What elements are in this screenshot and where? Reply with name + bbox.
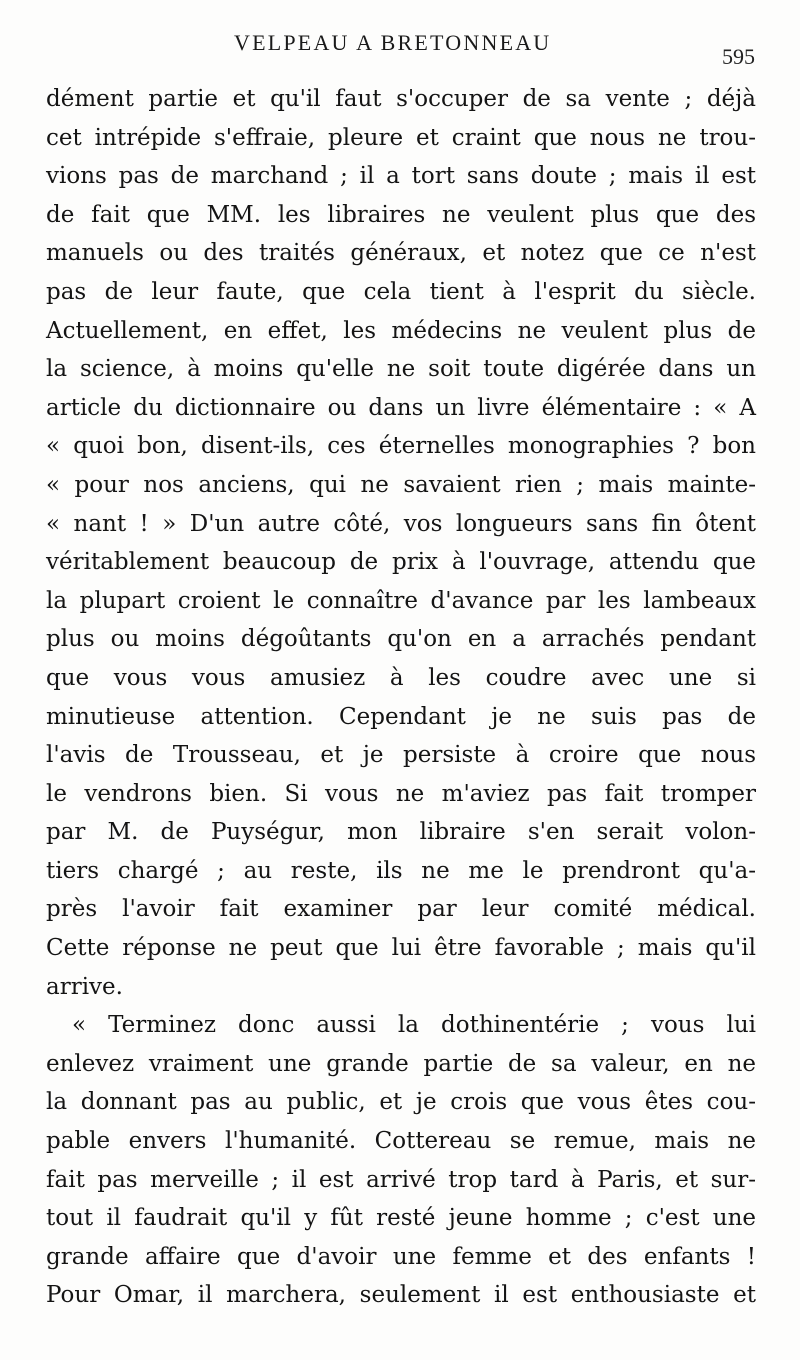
- body-text: [46, 80, 756, 1315]
- text-line: que vous vous amusiez à les coudre avec une si: [46, 664, 756, 691]
- text-line-paragraph-start: « Terminez donc aussi la dothinentérie ; vous lui: [72, 1012, 756, 1039]
- running-title: VELPEAU A BRETONNEAU: [234, 30, 552, 55]
- text-line: « nant ! » D'un autre côté, vos longueurs sans fin ôtent: [46, 510, 756, 537]
- text-line: tout il faudrait qu'il y fût resté jeune homme ; c'est une: [46, 1205, 756, 1232]
- text-line: de fait que MM. les libraires ne veulent plus que des: [46, 201, 756, 228]
- text-line: par M. de Puységur, mon libraire s'en serait volon-: [46, 819, 756, 846]
- text-line: le vendrons bien. Si vous ne m'aviez pas fait tromper: [46, 780, 756, 807]
- text-line: véritablement beaucoup de prix à l'ouvrage, attendu que: [46, 549, 756, 576]
- text-line: tiers chargé ; au reste, ils ne me le prendront qu'a-: [46, 857, 756, 884]
- text-line-paragraph-end: arrive.: [46, 973, 123, 1000]
- text-line: cet intrépide s'effraie, pleure et craint que nous ne trou-: [46, 124, 756, 151]
- text-line: la donnant pas au public, et je crois que vous êtes cou-: [46, 1089, 756, 1116]
- running-head: [0, 30, 800, 69]
- text-line: dément partie et qu'il faut s'occuper de sa vente ; déjà: [46, 86, 756, 112]
- text-line: pable envers l'humanité. Cottereau se remue, mais ne: [46, 1128, 756, 1155]
- text-line: enlevez vraiment une grande partie de sa valeur, en ne: [46, 1050, 756, 1077]
- text-line: près l'avoir fait examiner par leur comité médical.: [46, 896, 756, 923]
- text-line: minutieuse attention. Cependant je ne suis pas de: [46, 703, 756, 730]
- text-line: « quoi bon, disent-ils, ces éternelles monographies ? bon: [46, 433, 756, 460]
- text-line: pas de leur faute, que cela tient à l'esprit du siècle.: [46, 278, 756, 305]
- text-line: la plupart croient le connaître d'avance par les lambeaux: [46, 587, 756, 614]
- text-line: vions pas de marchand ; il a tort sans doute ; mais il est: [46, 163, 756, 190]
- text-line: fait pas merveille ; il est arrivé trop tard à Paris, et sur-: [46, 1166, 756, 1193]
- text-line: Actuellement, en effet, les médecins ne veulent plus de: [46, 317, 756, 344]
- page-number: 595: [722, 44, 755, 69]
- text-line: Cette réponse ne peut que lui être favorable ; mais qu'il: [46, 935, 756, 962]
- text-line: plus ou moins dégoûtants qu'on en a arrachés pendant: [46, 626, 756, 653]
- text-line: grande affaire que d'avoir une femme et des enfants !: [46, 1243, 756, 1270]
- text-line: Pour Omar, il marchera, seulement il est enthousiaste et: [46, 1282, 756, 1309]
- text-line: article du dictionnaire ou dans un livre élémentaire : « A: [46, 394, 756, 421]
- text-line: « pour nos anciens, qui ne savaient rien ; mais mainte-: [46, 471, 756, 498]
- text-line: manuels ou des traités généraux, et notez que ce n'est: [46, 240, 756, 267]
- text-line: l'avis de Trousseau, et je persiste à croire que nous: [46, 742, 756, 769]
- text-line: la science, à moins qu'elle ne soit toute digérée dans un: [46, 356, 756, 383]
